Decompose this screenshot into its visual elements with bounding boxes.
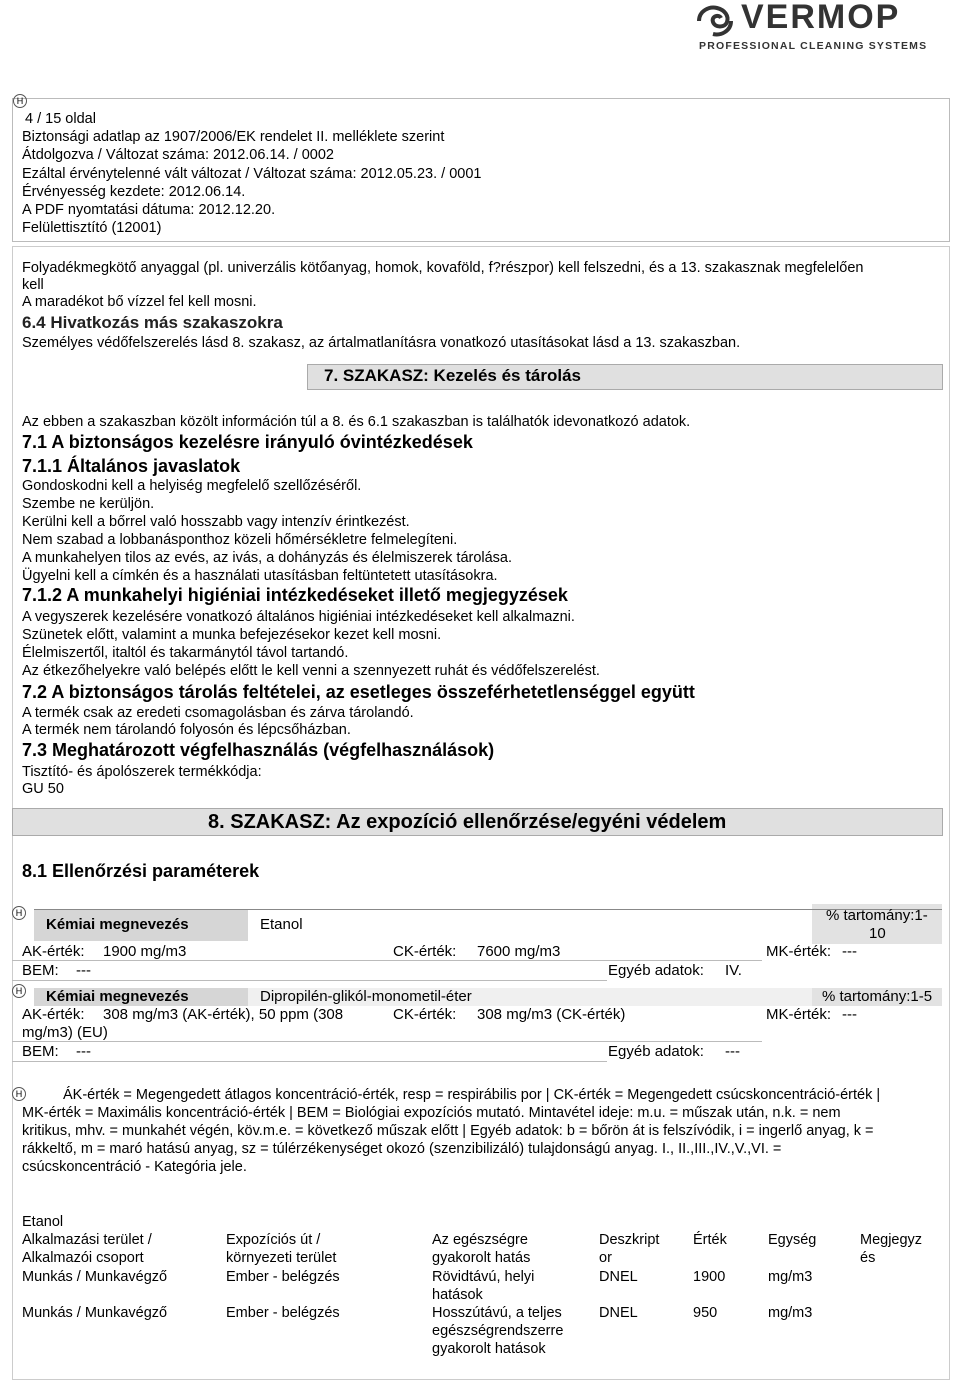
p712-1: Szünetek előtt, valamint a munka befejezésekor kezet kell mosni. bbox=[22, 627, 442, 643]
chem1-ak: 1900 mg/m3 bbox=[103, 943, 187, 960]
heading-6-4: 6.4 Hivatkozás más szakaszokra bbox=[22, 313, 283, 332]
logo-swirl-icon bbox=[695, 4, 735, 38]
chem2-ak-line1: 308 mg/m3 (AK-érték), 50 ppm (308 bbox=[103, 1006, 344, 1023]
chem1-other-label: Egyéb adatok: bbox=[608, 962, 704, 979]
replaced-version: Ezáltal érvénytelenné vált változat / Változat száma: 2012.05.23. / 0001 bbox=[22, 166, 482, 182]
legend-line3: kritikus, mhv. = munkahét végén, köv.m.e. = következő műszak előtt | Egyéb adatok: b = bőrön át is felszívódik, i = ingerlő anyag, k = bbox=[22, 1123, 874, 1139]
pdf-print-date: A PDF nyomtatási dátuma: 2012.12.20. bbox=[22, 202, 276, 218]
dnel-substance: Etanol bbox=[22, 1214, 64, 1230]
p711-5: Ügyelni kell a címkén és a használati utasításban feltüntetett utasításokra. bbox=[22, 568, 498, 584]
dnel-row1-unit: mg/m3 bbox=[768, 1269, 813, 1285]
dnel-row2-unit: mg/m3 bbox=[768, 1305, 813, 1321]
p712-2: Élelmiszertől, italtól és takarmánytól távol tartandó. bbox=[22, 645, 349, 661]
chem1-range-line2: 10 bbox=[869, 925, 886, 942]
heading-7-1-1: 7.1.1 Általános javaslatok bbox=[22, 456, 241, 476]
dnel-row1-effect-2: hatások bbox=[432, 1287, 483, 1303]
dnel-header-value: Érték bbox=[693, 1232, 727, 1248]
hungary-h-icon: H bbox=[12, 984, 26, 998]
regulation: Biztonsági adatlap az 1907/2006/EK rendelet II. melléklete szerint bbox=[22, 129, 445, 145]
chem2-name: Dipropilén-glikól-monometil-éter bbox=[260, 988, 472, 1005]
hungary-h-icon: H bbox=[12, 1087, 26, 1101]
chem1-range-line1: % tartomány:1- bbox=[826, 907, 928, 924]
chem1-bottom-line bbox=[12, 980, 607, 981]
chem1-row-line bbox=[12, 960, 387, 961]
dnel-row2-effect-2: egészségrendszerre bbox=[432, 1323, 564, 1339]
hungary-h-icon: H bbox=[12, 906, 26, 920]
chem2-ak-label: AK-érték: bbox=[22, 1006, 85, 1023]
section6-line1: Folyadékmegkötő anyaggal (pl. univerzális kötőanyag, homok, kovaföld, f?részpor) kell felszedni, és a 13. szakasznak megfelelően bbox=[22, 260, 864, 276]
p711-3: Nem szabad a lobbanásponthoz közeli hőmérsékletre felmelegíteni. bbox=[22, 532, 458, 548]
chem1-name: Etanol bbox=[260, 916, 303, 933]
dnel-header-note-2: és bbox=[860, 1250, 876, 1266]
chem2-mk: --- bbox=[842, 1006, 857, 1023]
dnel-row1-effect-1: Rövidtávú, helyi bbox=[432, 1269, 535, 1285]
dnel-header-note-1: Megjegyz bbox=[860, 1232, 923, 1248]
chem2-bem: --- bbox=[76, 1043, 91, 1060]
dnel-header-route-2: környezeti terület bbox=[226, 1250, 337, 1266]
p711-0: Gondoskodni kell a helyiség megfelelő szellőzéséről. bbox=[22, 478, 362, 494]
chem2-row-line bbox=[12, 1041, 762, 1042]
logo-brand: VERMOP bbox=[741, 0, 901, 36]
p72-1: A termék nem tárolandó folyosón és lépcsőházban. bbox=[22, 722, 351, 738]
dnel-row1-value: 1900 bbox=[693, 1269, 726, 1285]
section7-intro: Az ebben a szakaszban közölt információn túl a 8. és 6.1 szakaszban is találhatók idevonatkozó adatok. bbox=[22, 414, 691, 430]
chem2-ak-line2: mg/m3) (EU) bbox=[22, 1024, 108, 1041]
heading-7-1: 7.1 A biztonságos kezelésre irányuló óvintézkedések bbox=[22, 432, 473, 452]
chem1-other: IV. bbox=[725, 962, 742, 979]
p712-0: A vegyszerek kezelésére vonatkozó általános higiéniai intézkedéseket kell alkalmazni. bbox=[22, 609, 575, 625]
chem1-bem: --- bbox=[76, 962, 91, 979]
chem1-ck-label: CK-érték: bbox=[393, 943, 457, 960]
vermop-logo bbox=[695, 2, 955, 54]
section6-4-text: Személyes védőfelszerelés lásd 8. szakasz, az ártalmatlanításra vonatkozó utasításokat lásd a 13. szakaszban. bbox=[22, 335, 741, 351]
p711-2: Kerülni kell a bőrrel való hosszabb vagy intenzív érintkezést. bbox=[22, 514, 410, 530]
dnel-row2-desc: DNEL bbox=[599, 1305, 638, 1321]
chem1-label: Kémiai megnevezés bbox=[46, 916, 189, 933]
chem2-ck-label: CK-érték: bbox=[393, 1006, 457, 1023]
hungary-h-icon: H bbox=[13, 94, 27, 108]
p73-0: Tisztító- és ápolószerek termékkódja: bbox=[22, 764, 262, 780]
heading-7-1-2: 7.1.2 A munkahelyi higiéniai intézkedéseket illető megjegyzések bbox=[22, 585, 568, 605]
dnel-header-unit: Egység bbox=[768, 1232, 817, 1248]
heading-7-2: 7.2 A biztonságos tárolás feltételei, az esetleges összeférhetetlenséggel együtt bbox=[22, 682, 695, 702]
chem2-bem-label: BEM: bbox=[22, 1043, 59, 1060]
dnel-row2-value: 950 bbox=[693, 1305, 718, 1321]
logo-tagline: PROFESSIONAL CLEANING SYSTEMS bbox=[699, 40, 928, 52]
legend-line5: csúcskoncentráció - Kategória jele. bbox=[22, 1159, 247, 1175]
section8-title: 8. SZAKASZ: Az expozíció ellenőrzése/egyéni védelem bbox=[208, 811, 727, 833]
chem2-label: Kémiai megnevezés bbox=[46, 988, 189, 1005]
dnel-header-desc-2: or bbox=[599, 1250, 612, 1266]
p72-0: A termék csak az eredeti csomagolásban és zárva tárolandó. bbox=[22, 705, 414, 721]
dnel-row2-effect-1: Hosszútávú, a teljes bbox=[432, 1305, 562, 1321]
chem1-top-line bbox=[34, 909, 942, 910]
dnel-header-area-1: Alkalmazási terület / bbox=[22, 1232, 152, 1248]
dnel-header-effect-1: Az egészségre bbox=[432, 1232, 528, 1248]
heading-7-3: 7.3 Meghatározott végfelhasználás (végfelhasználások) bbox=[22, 740, 495, 760]
chem1-row-line2 bbox=[387, 960, 762, 961]
dnel-header-desc-1: Deszkript bbox=[599, 1232, 660, 1248]
chem1-bem-label: BEM: bbox=[22, 962, 59, 979]
chem2-ck: 308 mg/m3 (CK-érték) bbox=[477, 1006, 626, 1023]
p711-4: A munkahelyen tilos az evés, az ivás, a dohányzás és élelmiszerek tárolása. bbox=[22, 550, 513, 566]
revision-date: Átdolgozva / Változat száma: 2012.06.14. / 0002 bbox=[22, 147, 334, 163]
heading-8-1: 8.1 Ellenőrzési paraméterek bbox=[22, 861, 260, 881]
chem2-other: --- bbox=[725, 1043, 740, 1060]
dnel-header-area-2: Alkalmazói csoport bbox=[22, 1250, 144, 1266]
chem1-ck: 7600 mg/m3 bbox=[477, 943, 561, 960]
dnel-row1-desc: DNEL bbox=[599, 1269, 638, 1285]
legend-line1: ÁK-érték = Megengedett átlagos koncentráció-érték, resp = respirábilis por | CK-érték = Megengedett csúcskoncentráció-érték | bbox=[63, 1087, 881, 1103]
dnel-header-route-1: Expozíciós út / bbox=[226, 1232, 321, 1248]
valid-from: Érvényesség kezdete: 2012.06.14. bbox=[22, 184, 246, 200]
chem2-bottom-line bbox=[12, 1061, 607, 1062]
dnel-row2-route: Ember - belégzés bbox=[226, 1305, 340, 1321]
chem1-mk-label: MK-érték: bbox=[766, 943, 832, 960]
p712-3: Az étkezőhelyekre való belépés előtt le kell venni a szennyezett ruhát és védőfelszerelést. bbox=[22, 663, 600, 679]
chem1-ak-label: AK-érték: bbox=[22, 943, 85, 960]
section6-line3: A maradékot bő vízzel fel kell mosni. bbox=[22, 294, 257, 310]
dnel-header-effect-2: gyakorolt hatás bbox=[432, 1250, 531, 1266]
section7-title: 7. SZAKASZ: Kezelés és tárolás bbox=[324, 366, 581, 385]
product-name: Felülettisztító (12001) bbox=[22, 220, 162, 236]
p711-1: Szembe ne kerüljön. bbox=[22, 496, 155, 512]
chem2-range: % tartomány:1-5 bbox=[822, 988, 933, 1005]
chem2-mk-label: MK-érték: bbox=[766, 1006, 832, 1023]
legend-line2: MK-érték = Maximális koncentráció-érték | BEM = Biológiai expozíciós mutató. Mintavétel ideje: m.u. = műszak után, n.k. = nem bbox=[22, 1105, 841, 1121]
page-number: 4 / 15 oldal bbox=[25, 111, 96, 127]
chem2-other-label: Egyéb adatok: bbox=[608, 1043, 704, 1060]
dnel-row1-area: Munkás / Munkavégző bbox=[22, 1269, 168, 1285]
dnel-row2-effect-3: gyakorolt hatások bbox=[432, 1341, 546, 1357]
dnel-row2-area: Munkás / Munkavégző bbox=[22, 1305, 168, 1321]
chem1-mk: --- bbox=[842, 943, 857, 960]
p73-1: GU 50 bbox=[22, 781, 64, 797]
dnel-row1-route: Ember - belégzés bbox=[226, 1269, 340, 1285]
section6-line2: kell bbox=[22, 277, 44, 293]
legend-line4: rákkeltő, m = maró hatású anyag, sz = túlérzékenységet okozó (szenzibilizáló) tulajdonságú anyag. I., II.,III.,IV.,V.,VI. = bbox=[22, 1141, 782, 1157]
